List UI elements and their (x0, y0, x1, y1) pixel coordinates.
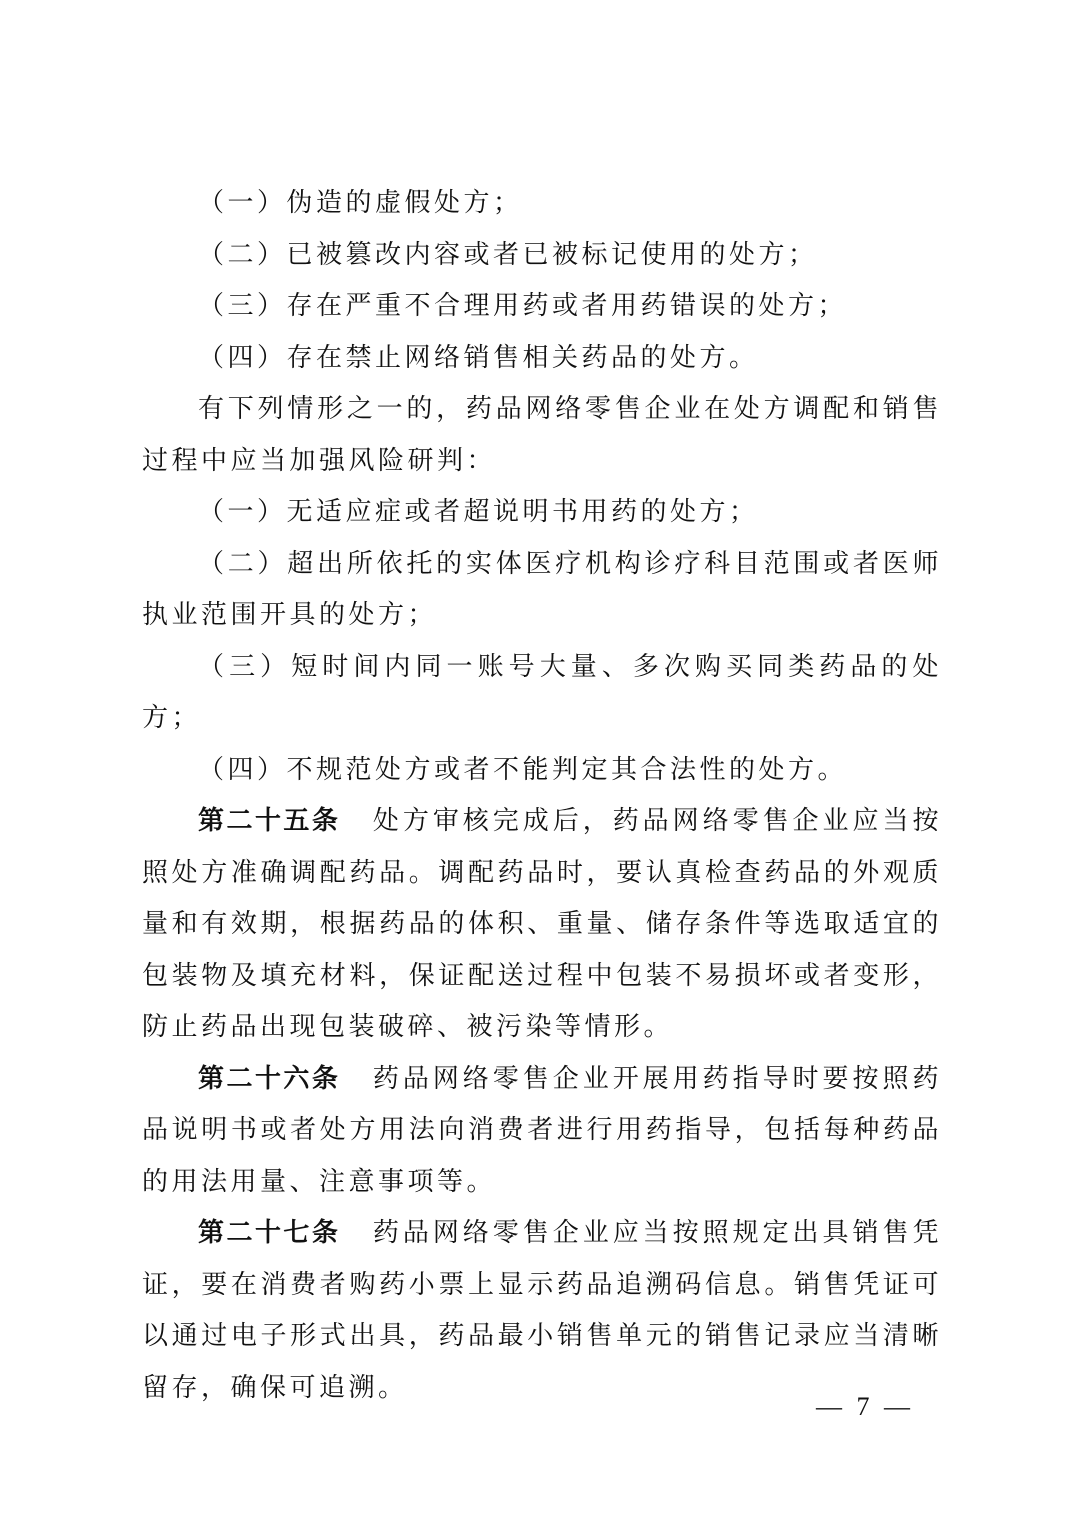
article-body: 处方审核完成后，药品网络零售企业应当按照处方准确调配药品。调配药品时，要认真检查药品的外观质量和有效期，根据药品的体积、重量、储存条件等选取适宜的包装物及填充材料，保证配送过程中包装不易损坏或者变形，防止药品出现包装破碎、被污染等情形。 (142, 806, 942, 1042)
document-body (142, 178, 942, 1414)
list-item: （四）不规范处方或者不能判定其合法性的处方。 (198, 754, 848, 785)
article-25 (142, 796, 942, 1054)
paragraph: 有下列情形之一的，药品网络零售企业在处方调配和销售过程中应当加强风险研判： (142, 394, 942, 476)
list-item: （二）超出所依托的实体医疗机构诊疗科目范围或者医师执业范围开具的处方； (142, 548, 942, 630)
article-body: 药品网络零售企业应当按照规定出具销售凭证，要在消费者购药小票上显示药品追溯码信息。销售凭证可以通过电子形式出具，药品最小销售单元的销售记录应当清晰留存，确保可追溯。 (142, 1218, 942, 1403)
list-item: （二）已被篡改内容或者已被标记使用的处方； (198, 239, 818, 270)
article-body: 药品网络零售企业开展用药指导时要按照药品说明书或者处方用法向消费者进行用药指导，包括每种药品的用法用量、注意事项等。 (142, 1063, 942, 1197)
list-item: （四）存在禁止网络销售相关药品的处方。 (198, 342, 759, 373)
article-title: 第二十五条 (198, 806, 341, 836)
article-title: 第二十六条 (198, 1063, 341, 1094)
article-26 (142, 1054, 942, 1209)
list-item: （三）存在严重不合理用药或者用药错误的处方； (198, 291, 848, 321)
article-27 (142, 1208, 942, 1414)
list-item: （三）短时间内同一账号大量、多次购买同类药品的处方； (142, 651, 942, 733)
article-title: 第二十七条 (198, 1218, 341, 1248)
list-item: （一）无适应症或者超说明书用药的处方； (198, 497, 759, 527)
list-item: （一）伪造的虚假处方； (198, 188, 523, 218)
page-number: — 7 — (816, 1392, 914, 1421)
